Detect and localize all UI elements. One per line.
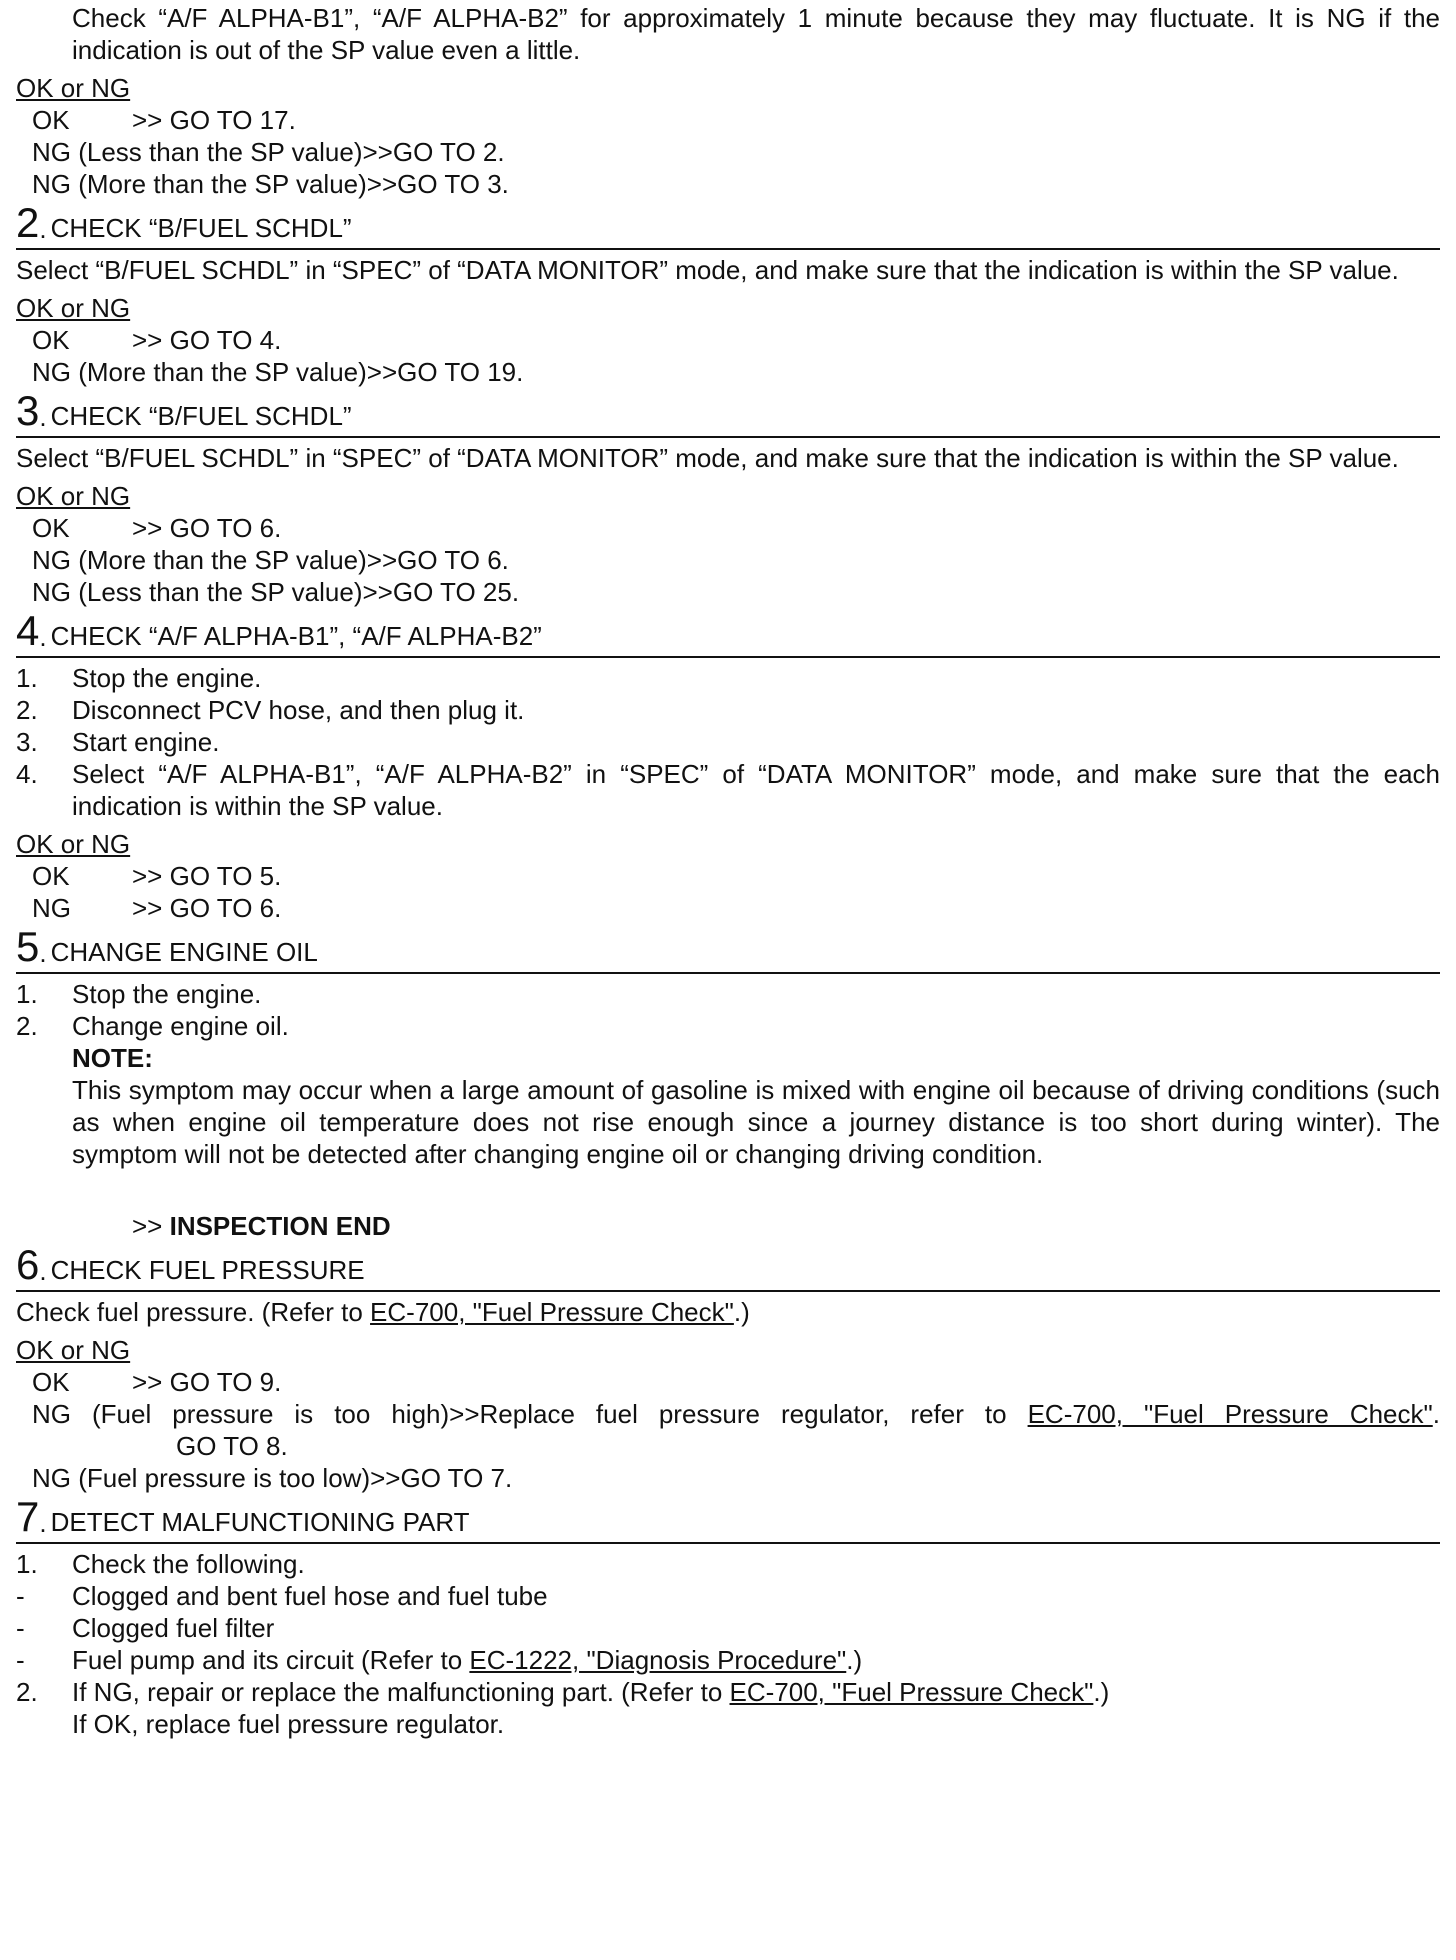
list-text: Stop the engine. bbox=[72, 663, 262, 693]
ok-or-ng-label: OK or NG bbox=[16, 1335, 131, 1365]
list-dash: - bbox=[16, 1645, 25, 1675]
result-line bbox=[16, 1366, 1440, 1398]
list-text-part: Fuel pump and its circuit (Refer to bbox=[72, 1645, 470, 1675]
list-number: 3. bbox=[16, 727, 38, 757]
result-value: >> GO TO 17. bbox=[132, 105, 296, 135]
result-key: OK bbox=[32, 325, 70, 355]
fuel-pressure-check-link[interactable]: EC-700, "Fuel Pressure Check" bbox=[1027, 1399, 1433, 1429]
list-text: Clogged and bent fuel hose and fuel tube bbox=[72, 1581, 548, 1611]
ok-or-ng-label: OK or NG bbox=[16, 293, 131, 323]
result-key: OK bbox=[32, 861, 70, 891]
result-continuation: GO TO 8. bbox=[176, 1431, 288, 1461]
result-key: NG bbox=[32, 893, 71, 923]
result-line bbox=[16, 1398, 1440, 1430]
result-value: >> GO TO 5. bbox=[132, 861, 282, 891]
result-line: NG (Less than the SP value)>>GO TO 2. bbox=[32, 137, 505, 167]
result-text: . bbox=[1432, 1399, 1440, 1429]
list-item bbox=[16, 694, 1440, 726]
step-5-list bbox=[16, 978, 1440, 1170]
list-text: Clogged fuel filter bbox=[72, 1613, 275, 1643]
result-line: NG (More than the SP value)>>GO TO 3. bbox=[32, 169, 509, 199]
list-number: 1. bbox=[16, 979, 38, 1009]
list-item bbox=[16, 1612, 1440, 1644]
result-key: OK bbox=[32, 1367, 70, 1397]
document-page bbox=[16, 2, 1440, 1740]
ok-or-ng-label: OK or NG bbox=[16, 829, 131, 859]
list-item bbox=[16, 1548, 1440, 1580]
step-4-list bbox=[16, 662, 1440, 822]
list-continuation: If OK, replace fuel pressure regulator. bbox=[72, 1709, 505, 1739]
step-number: 2 bbox=[16, 199, 40, 246]
step-dot: . bbox=[39, 1256, 47, 1286]
list-text bbox=[72, 1676, 1440, 1708]
list-item bbox=[16, 1676, 1440, 1708]
step-title: CHECK “A/F ALPHA-B1”, “A/F ALPHA-B2” bbox=[50, 621, 542, 651]
step-3-body: Select “B/FUEL SCHDL” in “SPEC” of “DATA MONITOR” mode, and make sure that the indication is within the SP value. bbox=[16, 443, 1399, 473]
diagnosis-procedure-link[interactable]: EC-1222, "Diagnosis Procedure" bbox=[469, 1645, 847, 1675]
list-item bbox=[16, 758, 1440, 822]
step-dot: . bbox=[39, 938, 47, 968]
list-text-part: .) bbox=[846, 1645, 863, 1675]
note-text: This symptom may occur when a large amount of gasoline is mixed with engine oil because of driving conditions (such as when engine oil temperature does not rise enough since a journey distance is too short during winter). The symptom will not be detected after changing engine oil or changing driving condition. bbox=[72, 1075, 1440, 1169]
result-line: NG (Fuel pressure is too low)>>GO TO 7. bbox=[32, 1463, 513, 1493]
list-text: Stop the engine. bbox=[72, 979, 262, 1009]
result-line bbox=[16, 860, 1440, 892]
step-6-body bbox=[16, 1296, 1440, 1328]
list-text: Start engine. bbox=[72, 727, 220, 757]
step-7-list bbox=[16, 1548, 1440, 1740]
step-number: 4 bbox=[16, 607, 40, 654]
result-line bbox=[16, 892, 1440, 924]
step-dot: . bbox=[39, 1508, 47, 1538]
list-text: Change engine oil. bbox=[72, 1011, 289, 1041]
body-text: Check fuel pressure. (Refer to bbox=[16, 1297, 371, 1327]
intro-text: Check “A/F ALPHA-B1”, “A/F ALPHA-B2” for approximately 1 minute because they may fluctuate. It is NG if the indication is out of the SP value even a little. bbox=[72, 3, 1440, 65]
inspection-end-prefix: >> bbox=[132, 1211, 170, 1241]
result-value: >> GO TO 9. bbox=[132, 1367, 282, 1397]
list-number: 2. bbox=[16, 1011, 38, 1041]
step-3-header bbox=[16, 387, 1440, 438]
list-number: 1. bbox=[16, 663, 38, 693]
list-item bbox=[16, 1010, 1440, 1042]
result-key: OK bbox=[32, 105, 70, 135]
list-dash: - bbox=[16, 1581, 25, 1611]
step-6-header bbox=[16, 1241, 1440, 1292]
step-dot: . bbox=[39, 402, 47, 432]
ok-or-ng-label: OK or NG bbox=[16, 73, 131, 103]
result-line bbox=[16, 104, 1440, 136]
step-dot: . bbox=[39, 214, 47, 244]
fuel-pressure-check-link[interactable]: EC-700, "Fuel Pressure Check" bbox=[729, 1677, 1094, 1707]
step-dot: . bbox=[39, 622, 47, 652]
result-key: OK bbox=[32, 513, 70, 543]
step-5-header bbox=[16, 923, 1440, 974]
inspection-end-label: INSPECTION END bbox=[169, 1211, 391, 1241]
step-7-header bbox=[16, 1493, 1440, 1544]
body-text: .) bbox=[733, 1297, 750, 1327]
list-number: 4. bbox=[16, 759, 38, 789]
step-number: 3 bbox=[16, 387, 40, 434]
list-dash: - bbox=[16, 1613, 25, 1643]
result-value: >> GO TO 4. bbox=[132, 325, 282, 355]
result-line bbox=[16, 1430, 1440, 1462]
result-value: >> GO TO 6. bbox=[132, 513, 282, 543]
list-item bbox=[16, 1644, 1440, 1676]
result-line bbox=[16, 512, 1440, 544]
step-4-header bbox=[16, 607, 1440, 658]
result-value: >> GO TO 6. bbox=[132, 893, 282, 923]
step-number: 7 bbox=[16, 1493, 40, 1540]
list-text: Check the following. bbox=[72, 1549, 305, 1579]
step-2-body: Select “B/FUEL SCHDL” in “SPEC” of “DATA MONITOR” mode, and make sure that the indication is within the SP value. bbox=[16, 255, 1399, 285]
step-title: DETECT MALFUNCTIONING PART bbox=[50, 1507, 470, 1537]
list-item bbox=[16, 726, 1440, 758]
list-text: Disconnect PCV hose, and then plug it. bbox=[72, 695, 525, 725]
list-item bbox=[16, 1580, 1440, 1612]
list-text-part: If NG, repair or replace the malfunctioning part. (Refer to bbox=[72, 1677, 730, 1707]
result-line: NG (More than the SP value)>>GO TO 6. bbox=[32, 545, 509, 575]
result-line: NG (Less than the SP value)>>GO TO 25. bbox=[32, 577, 520, 607]
step-number: 6 bbox=[16, 1241, 40, 1288]
step-title: CHANGE ENGINE OIL bbox=[50, 937, 318, 967]
list-text: Select “A/F ALPHA-B1”, “A/F ALPHA-B2” in “SPEC” of “DATA MONITOR” mode, and make sure that the each indication is within the SP value. bbox=[72, 759, 1440, 821]
result-line: NG (More than the SP value)>>GO TO 19. bbox=[32, 357, 524, 387]
result-line bbox=[16, 324, 1440, 356]
result-text: NG (Fuel pressure is too high)>>Replace fuel pressure regulator, refer to bbox=[32, 1399, 1028, 1429]
list-number: 1. bbox=[16, 1549, 38, 1579]
list-item bbox=[16, 978, 1440, 1010]
ok-or-ng-label: OK or NG bbox=[16, 481, 131, 511]
list-item bbox=[16, 662, 1440, 694]
note-label: NOTE: bbox=[72, 1043, 153, 1073]
step-number: 5 bbox=[16, 923, 40, 970]
step-title: CHECK “B/FUEL SCHDL” bbox=[50, 401, 352, 431]
inspection-end bbox=[16, 1210, 1440, 1242]
list-text bbox=[72, 1644, 1440, 1676]
step-title: CHECK FUEL PRESSURE bbox=[50, 1255, 365, 1285]
fuel-pressure-check-link[interactable]: EC-700, "Fuel Pressure Check" bbox=[370, 1297, 734, 1327]
step-2-header bbox=[16, 199, 1440, 250]
list-text-part: .) bbox=[1093, 1677, 1110, 1707]
list-number: 2. bbox=[16, 1677, 38, 1707]
list-number: 2. bbox=[16, 695, 38, 725]
step-title: CHECK “B/FUEL SCHDL” bbox=[50, 213, 352, 243]
